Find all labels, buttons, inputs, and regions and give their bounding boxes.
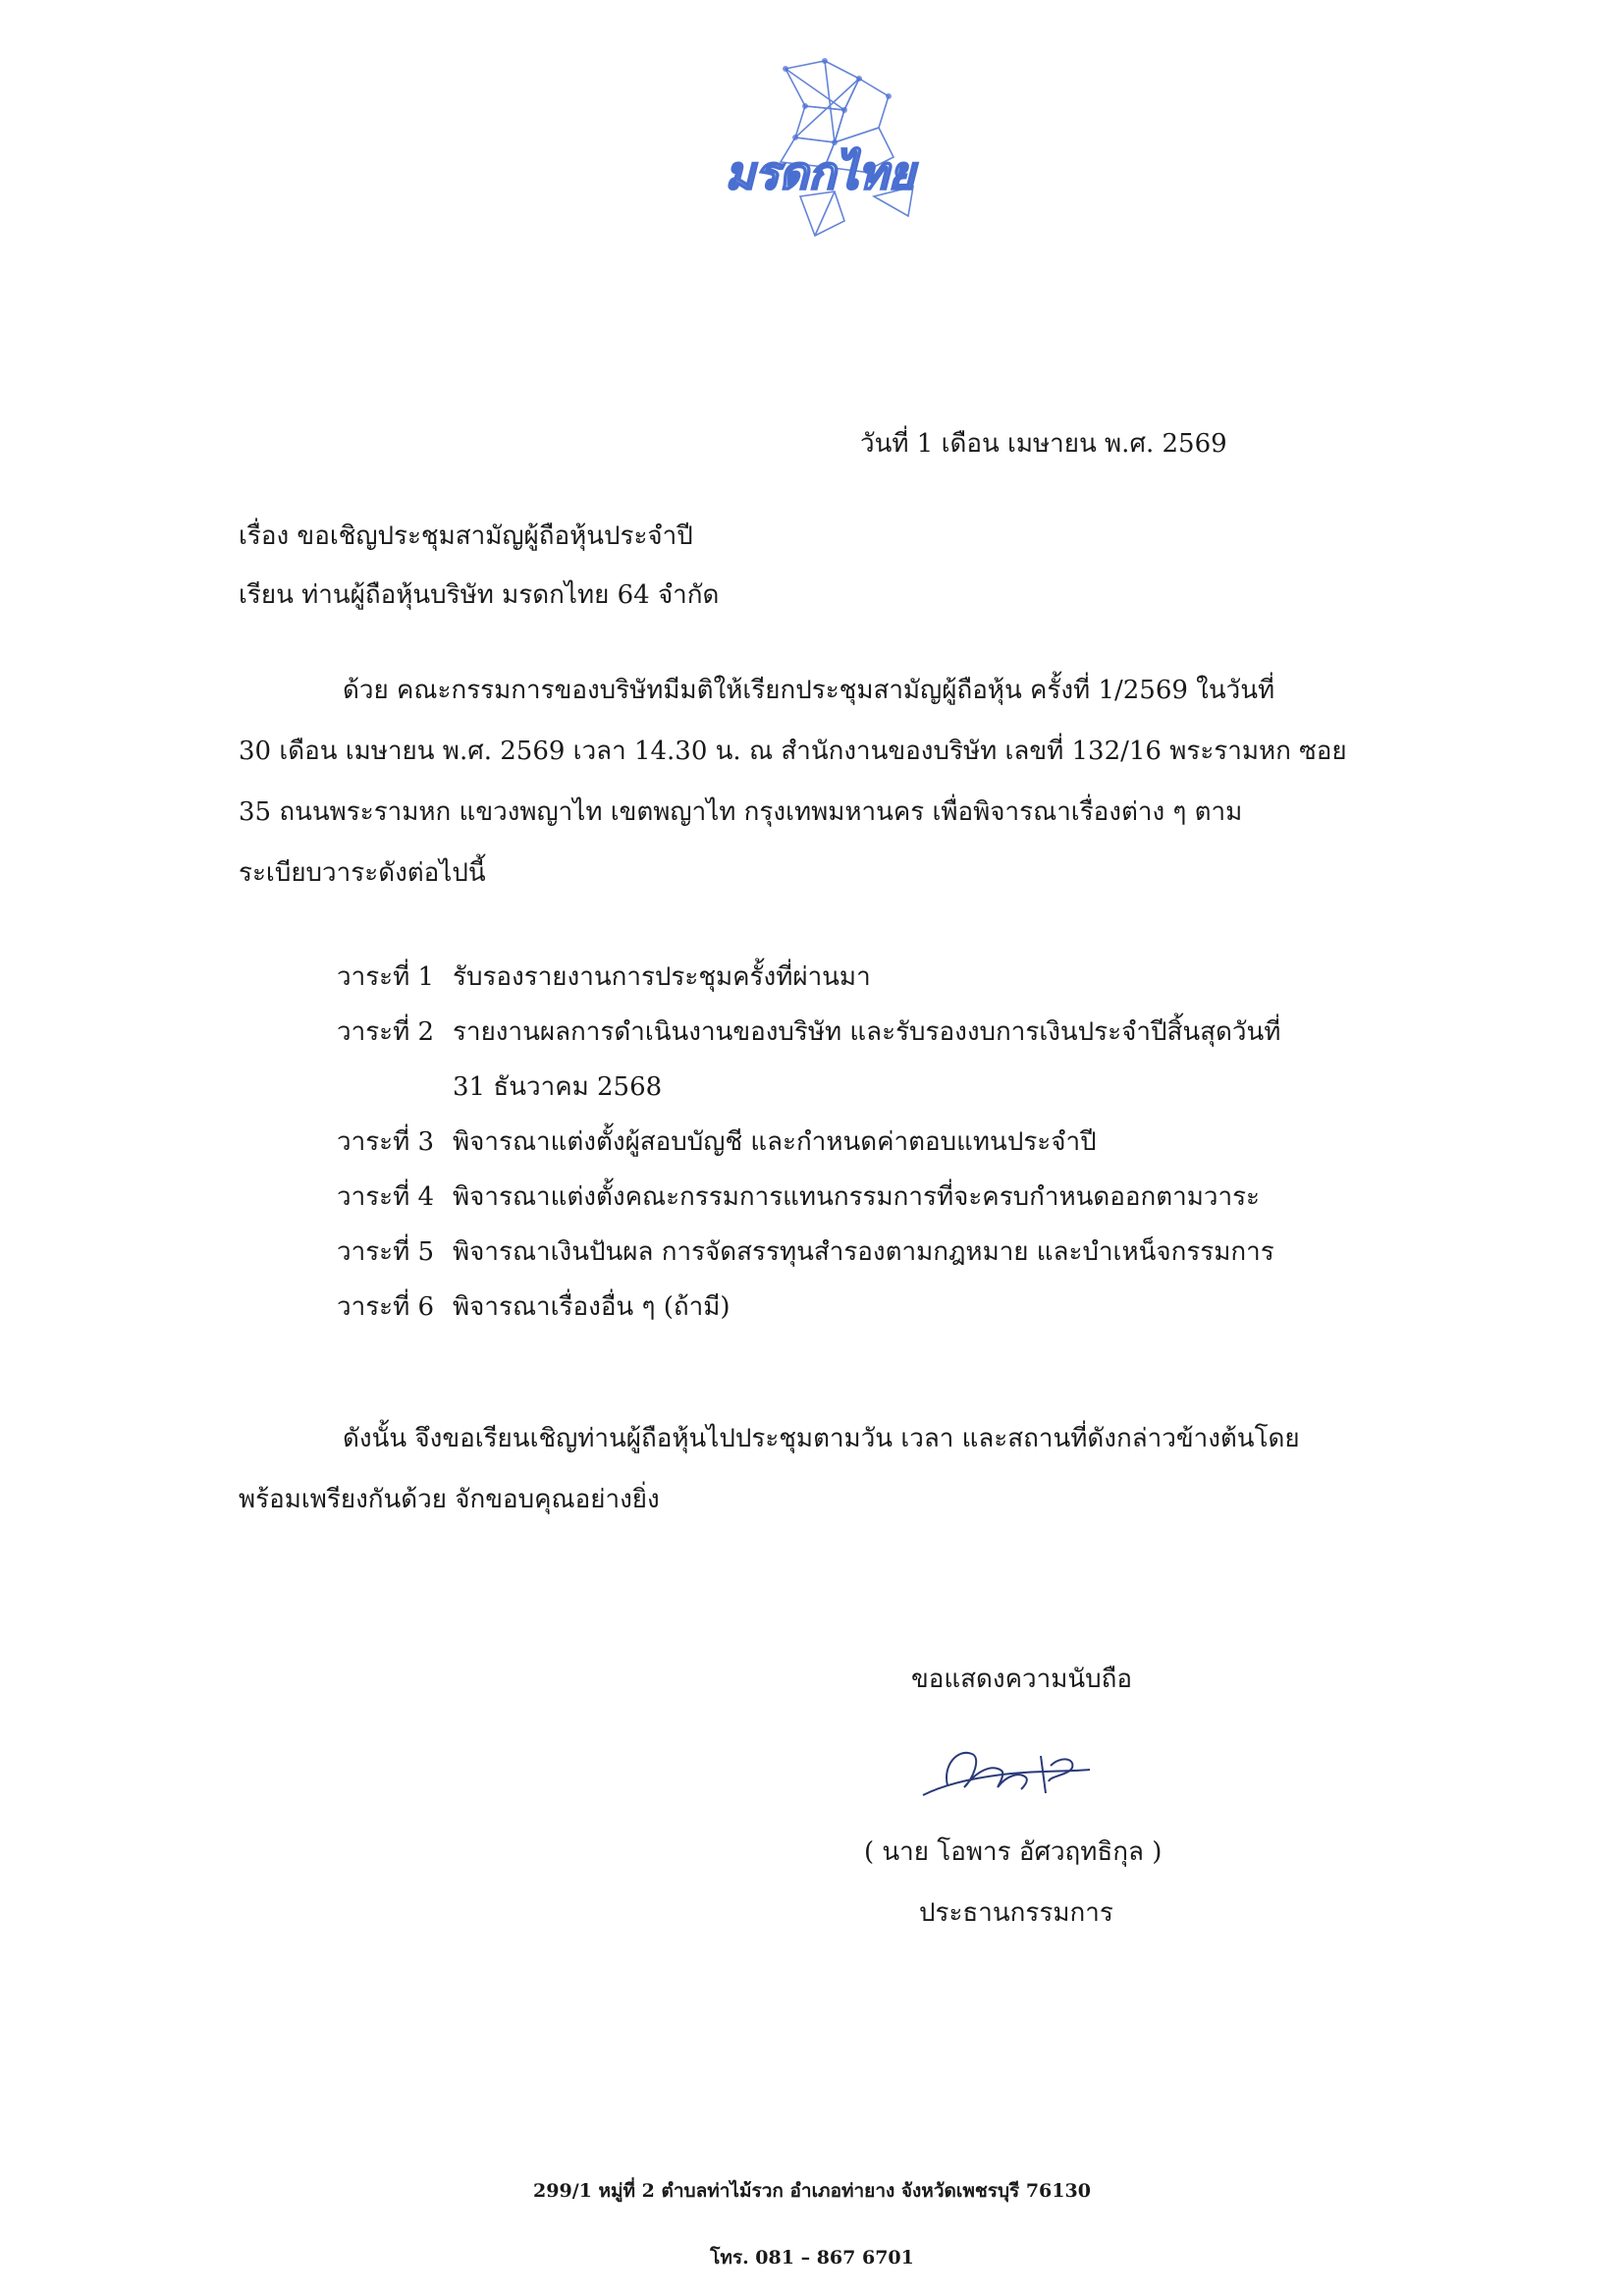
logo-graphic	[687, 49, 952, 255]
closing-paragraph	[239, 1408, 1368, 1530]
letter-recipient: เรียน ท่านผู้ถือหุ้นบริษัท มรดกไทย 64 จำกัด	[239, 580, 720, 610]
company-logo	[687, 49, 952, 255]
intro-line: 30 เดือน เมษายน พ.ศ. 2569 เวลา 14.30 น. ณ สำนักงานของบริษัท เลขที่ 132/16 พระรามหก ซอย	[239, 737, 1347, 766]
agenda-text: พิจารณาเรื่องอื่น ๆ (ถ้ามี)	[453, 1291, 731, 1322]
agenda-label: วาระที่ 1	[337, 961, 435, 992]
agenda-text: พิจารณาแต่งตั้งผู้สอบบัญชี และกำหนดค่าตอบแทนประจำปี	[453, 1126, 1097, 1157]
agenda-item	[337, 949, 1280, 1004]
agenda-text: รับรองรายงานการประชุมครั้งที่ผ่านมา	[453, 961, 871, 992]
agenda-text: พิจารณาเงินปันผล การจัดสรรทุนสำรองตามกฎหมาย และบำเหน็จกรรมการ	[453, 1236, 1274, 1267]
closing-line: พร้อมเพรียงกันด้วย จักขอบคุณอย่างยิ่ง	[239, 1485, 660, 1514]
agenda-label: วาระที่ 3	[337, 1126, 435, 1157]
agenda-text: 31 ธันวาคม 2568	[453, 1071, 663, 1102]
intro-line: ด้วย คณะกรรมการของบริษัทมีมติให้เรียกประชุมสามัญผู้ถือหุ้น ครั้งที่ 1/2569 ในวันที่	[343, 676, 1275, 705]
signatory-position: ประธานกรรมการ	[919, 1898, 1113, 1928]
intro-line: ระเบียบวาระดังต่อไปนี้	[239, 858, 486, 888]
agenda-item	[337, 1114, 1280, 1169]
closing-salutation: ขอแสดงความนับถือ	[911, 1665, 1132, 1694]
agenda-text: รายงานผลการดำเนินงานของบริษัท และรับรองงบการเงินประจำปีสิ้นสุดวันที่	[453, 1016, 1281, 1047]
closing-line: ดังนั้น จึงขอเรียนเชิญท่านผู้ถือหุ้นไปประชุมตามวัน เวลา และสถานที่ดังกล่าวข้างต้นโดย	[343, 1424, 1300, 1453]
agenda-item	[337, 1004, 1280, 1059]
signatory-name: ( นาย โอพาร อัศวฤทธิกุล )	[864, 1837, 1163, 1867]
handwritten-signature	[903, 1726, 1100, 1815]
footer-address: 299/1 หมู่ที่ 2 ตำบลท่าไม้รวก อำเภอท่ายาง จังหวัดเพชรบุรี 76130	[533, 2180, 1091, 2202]
agenda-label: วาระที่ 2	[337, 1016, 435, 1047]
letter-date: วันที่ 1 เดือน เมษายน พ.ศ. 2569	[860, 429, 1227, 459]
agenda-list	[337, 949, 1280, 1334]
logo-text: มรดกไทย	[725, 146, 915, 199]
agenda-item	[337, 1169, 1280, 1224]
agenda-label: วาระที่ 5	[337, 1236, 435, 1267]
agenda-label: วาระที่ 4	[337, 1181, 435, 1212]
agenda-item	[337, 1224, 1280, 1279]
intro-line: 35 ถนนพระรามหก แขวงพญาไท เขตพญาไท กรุงเทพมหานคร เพื่อพิจารณาเรื่องต่าง ๆ ตาม	[239, 797, 1243, 827]
intro-paragraph	[239, 660, 1368, 903]
agenda-label: วาระที่ 6	[337, 1291, 435, 1322]
agenda-item	[337, 1279, 1280, 1334]
footer-phone: โทร. 081 – 867 6701	[710, 2247, 914, 2269]
letter-subject: เรื่อง ขอเชิญประชุมสามัญผู้ถือหุ้นประจำปี	[239, 521, 693, 551]
agenda-text: พิจารณาแต่งตั้งคณะกรรมการแทนกรรมการที่จะครบกำหนดออกตามวาระ	[453, 1181, 1261, 1212]
agenda-item-continuation	[337, 1059, 1280, 1114]
